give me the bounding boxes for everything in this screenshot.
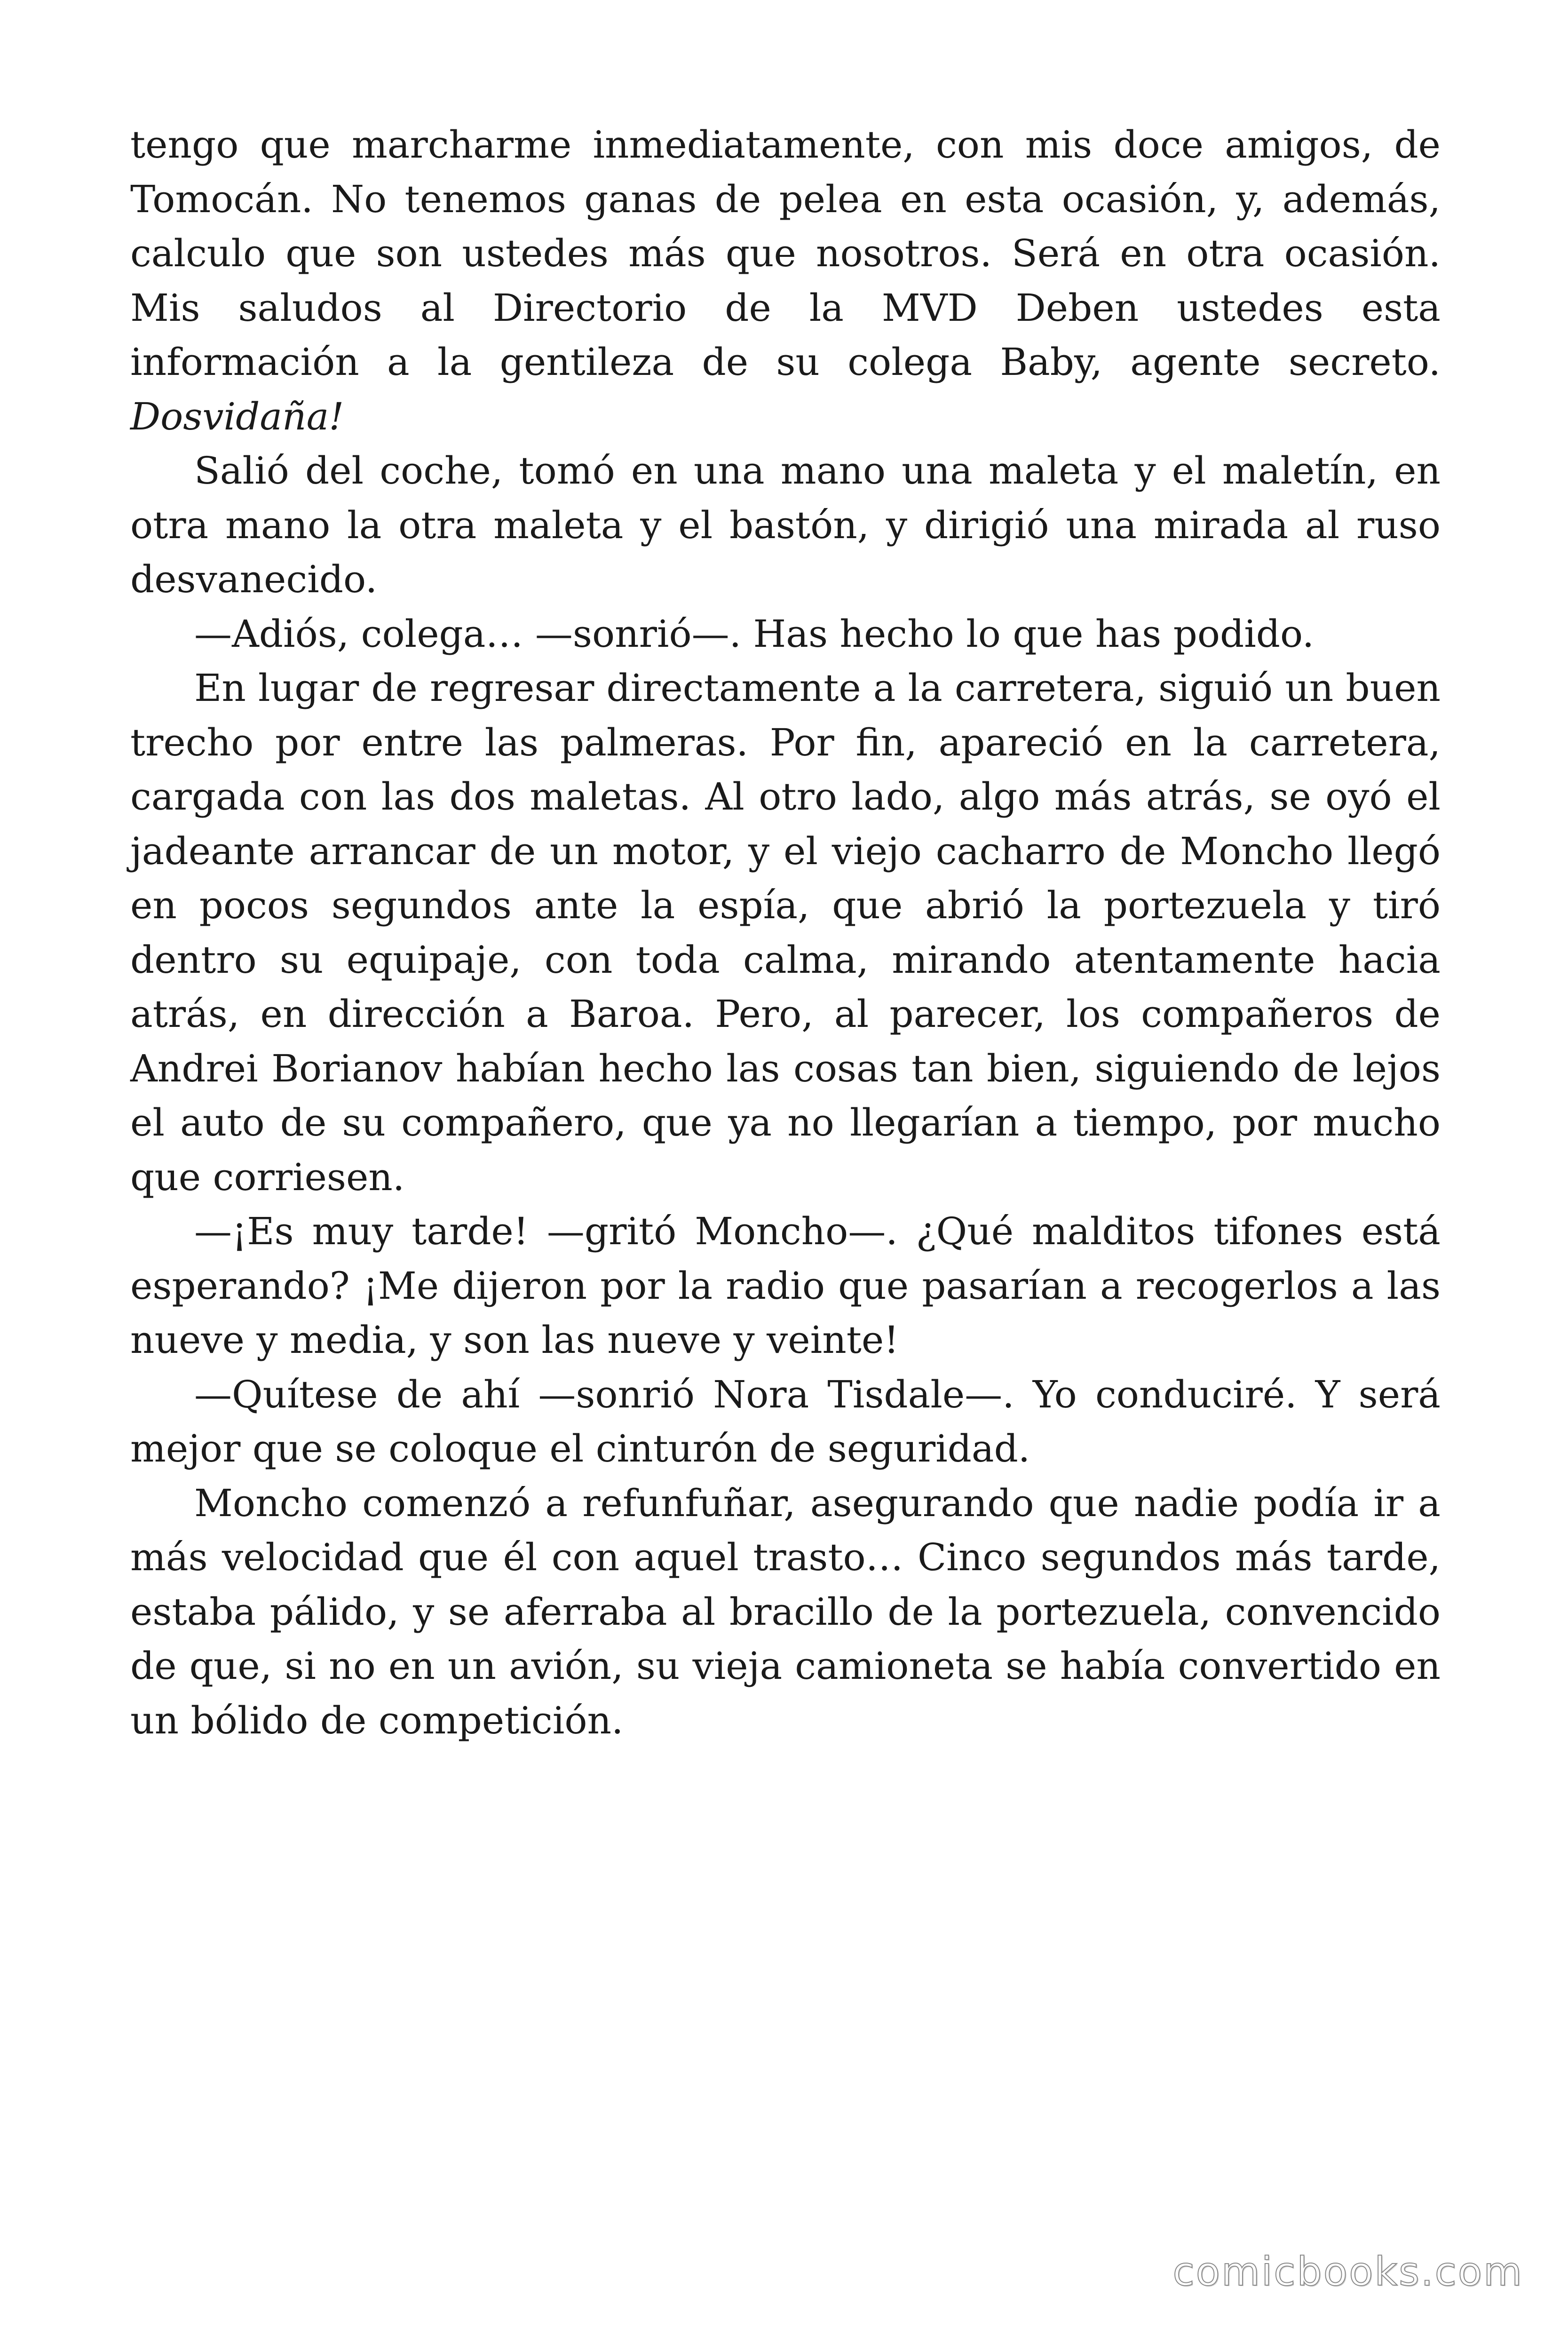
paragraph-6: —Quítese de ahí —sonrió Nora Tisdale—. Yo conduciré. Y será mejor que se coloque el cinturón de seguridad. (130, 1372, 1441, 1470)
paragraph-1-italic: Dosvidaña! (130, 394, 344, 438)
book-page-text (130, 118, 1441, 1748)
paragraph-2: Salió del coche, tomó en una mano una maleta y el maletín, en otra mano la otra maleta y el bastón, y dirigió una mirada al ruso desvanecido. (130, 449, 1441, 601)
paragraph-3: —Adiós, colega… —sonrió—. Has hecho lo que has podido. (194, 612, 1315, 656)
paragraph-4: En lugar de regresar directamente a la carretera, siguió un buen trecho por entre las palmeras. Por fin, apareció en la carretera, cargada con las dos maletas. Al otro lado, algo más atrás, se oyó el jadeante arrancar de un motor, y el viejo cacharro de Moncho llegó en pocos segundos ante la espía, que abrió la portezuela y tiró dentro su equipaje, con toda calma, mirando atentamente hacia atrás, en dirección a Baroa. Pero, al parecer, los compañeros de Andrei Borianov habían hecho las cosas tan bien, siguiendo de lejos el auto de su compañero, que ya no llegarían a tiempo, por mucho que corriesen. (130, 666, 1441, 1199)
paragraph-1-text: tengo que marcharme inmediatamente, con mis doce amigos, de Tomocán. No tenemos ganas de pelea en esta ocasión, y, además, calculo que son ustedes más que nosotros. Será en otra ocasión. Mis saludos al Directorio de la MVD Deben ustedes esta información a la gentileza de su colega Baby, agente secreto. (130, 123, 1441, 384)
paragraph-5: —¡Es muy tarde! —gritó Moncho—. ¿Qué malditos tifones está esperando? ¡Me dijeron por la radio que pasarían a recogerlos a las nueve y media, y son las nueve y veinte! (130, 1209, 1441, 1362)
paragraph-1 (130, 118, 1441, 444)
watermark: comicbooks.com (1172, 2249, 1523, 2295)
paragraph-7: Moncho comenzó a refunfuñar, asegurando que nadie podía ir a más velocidad que él con aquel trasto… Cinco segundos más tarde, estaba pálido, y se aferraba al bracillo de la portezuela, convencido de que, si no en un avión, su vieja camioneta se había convertido en un bólido de competición. (130, 1481, 1441, 1742)
